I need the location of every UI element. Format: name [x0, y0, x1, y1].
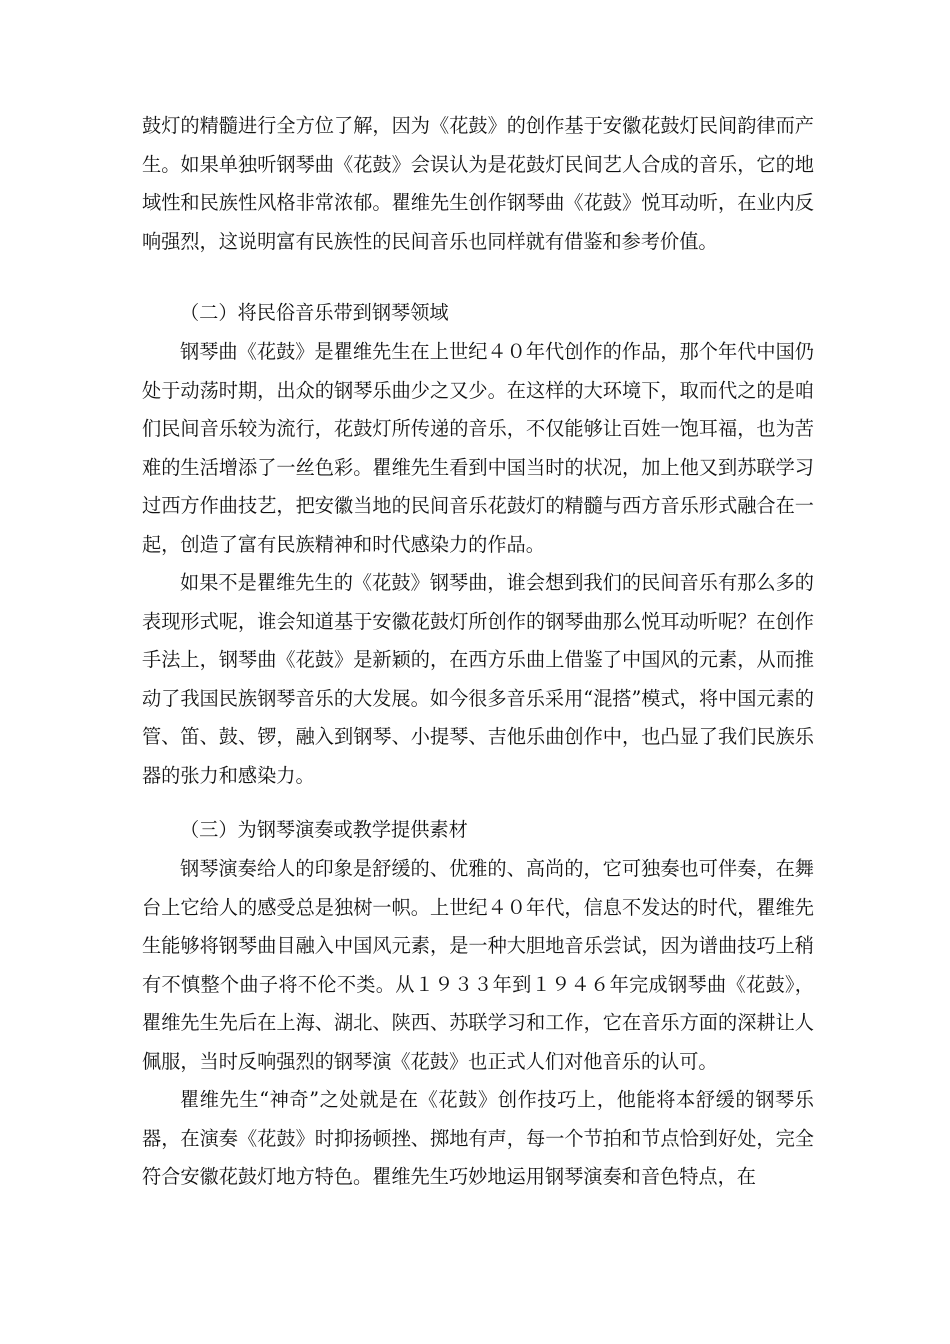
continuation-paragraph: 鼓灯的精髓进行全方位了解，因为《花鼓》的创作基于安徽花鼓灯民间韵律而产生。如果单独听钢琴曲《花鼓》会误认为是花鼓灯民间艺人合成的音乐，它的地域性和民族性风格非常浓郁。瞿维先生创作钢琴曲《花鼓》悦耳动听，在业内反响强烈，这说明富有民族性的民间音乐也同样就有借鉴和参考价值。 — [142, 114, 814, 253]
section-3-paragraph-2: 瞿维先生“神奇”之处就是在《花鼓》创作技巧上，他能将本舒缓的钢琴乐器，在演奏《花鼓》时抑扬顿挫、掷地有声，每一个节拍和节点恰到好处，完全符合安徽花鼓灯地方特色。瞿维先生巧妙地运用钢琴演奏和音色特点，在 — [142, 1088, 814, 1188]
continuation-block — [142, 107, 814, 261]
section-3-paragraph-1: 钢琴演奏给人的印象是舒缓的、优雅的、高尚的，它可独奏也可伴奏，在舞台上它给人的感受总是独树一帜。上世纪４０年代，信息不发达的时代，瞿维先生能够将钢琴曲目融入中国风元素，是一种大胆地音乐尝试，因为谱曲技巧上稍有不慎整个曲子将不伦不类。从１９３３年到１９４６年完成钢琴曲《花鼓》，瞿维先生先后在上海、湖北、陕西、苏联学习和工作，它在音乐方面的深耕让人佩服，当时反响强烈的钢琴演《花鼓》也正式人们对他音乐的认可。 — [142, 857, 814, 1073]
section-2-body — [142, 333, 814, 795]
section-3-heading: （三）为钢琴演奏或教学提供素材 — [180, 818, 468, 841]
section-3-body — [142, 850, 814, 1197]
section-2-paragraph-2: 如果不是瞿维先生的《花鼓》钢琴曲，谁会想到我们的民间音乐有那么多的表现形式呢，谁会知道基于安徽花鼓灯所创作的钢琴曲那么悦耳动听呢？在创作手法上，钢琴曲《花鼓》是新颖的，在西方乐曲上借鉴了中国风的元素，从而推动了我国民族钢琴音乐的大发展。如今很多音乐采用“混搭”模式，将中国元素的管、笛、鼓、锣，融入到钢琴、小提琴、吉他乐曲创作中，也凸显了我们民族乐器的张力和感染力。 — [142, 571, 814, 787]
section-2-heading: （二）将民俗音乐带到钢琴领域 — [180, 301, 449, 324]
section-2-paragraph-1: 钢琴曲《花鼓》是瞿维先生在上世纪４０年代创作的作品，那个年代中国仍处于动荡时期，出众的钢琴乐曲少之又少。在这样的大环境下，取而代之的是咱们民间音乐较为流行，花鼓灯所传递的音乐，不仅能够让百姓一饱耳福，也为苦难的生活增添了一丝色彩。瞿维先生看到中国当时的状况，加上他又到苏联学习过西方作曲技艺，把安徽当地的民间音乐花鼓灯的精髓与西方音乐形式融合在一起，创造了富有民族精神和时代感染力的作品。 — [142, 340, 814, 556]
